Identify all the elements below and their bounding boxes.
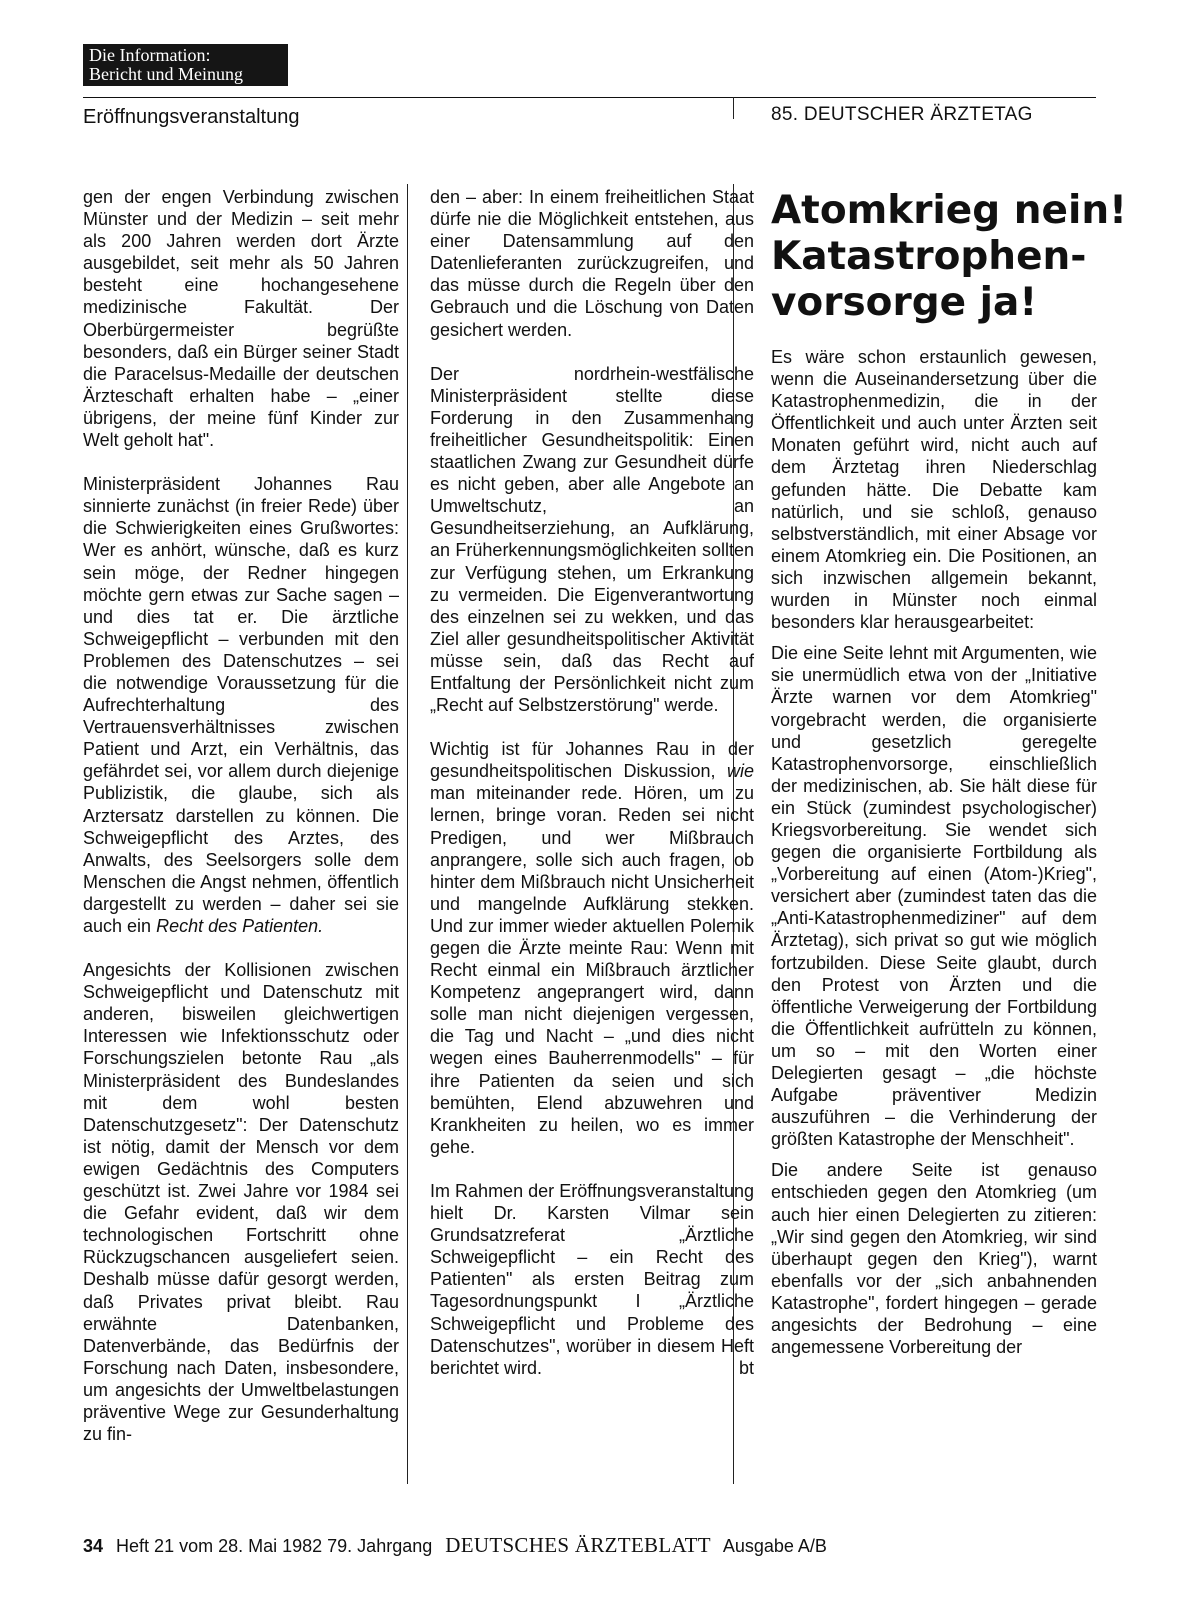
emphasis: Recht des Patienten. <box>156 916 324 936</box>
emphasis: wie <box>726 761 754 782</box>
page-footer <box>83 1533 827 1558</box>
paragraph: gen der engen Verbindung zwischen Münster und der Medizin – seit mehr als 200 Jahren werden dort Ärzte ausgebildet, seit mehr als 50 Jahren besteht eine hochangesehene medizinische Fakultät. Der Oberbürgermeister begrüßte besonders, daß ein Bürger seiner Stadt die Paracelsus-Medaille der deutschen Ärzteschaft erhalten habe – „einer übrigens, der meine fünf Kinder zur Welt geholt hat". <box>83 187 399 451</box>
rubric-line-2: Bericht und Meinung <box>89 64 243 84</box>
paragraph: den – aber: In einem freiheitlichen Staat dürfe nie die Möglichkeit entstehen, aus einer Datensammlung auf den Datenlieferanten zurückzugreifen, und das müsse durch die Regeln über den Gebrauch und die Löschung von Daten gesichert werden. <box>430 187 754 340</box>
headline-line: vorsorge ja! <box>771 280 1038 325</box>
rubric-line-1: Die Information: <box>89 45 211 65</box>
event-title: 85. DEUTSCHER ÄRZTETAG <box>771 104 1033 125</box>
rubric-badge <box>83 44 288 86</box>
page-number: 34 <box>83 1536 104 1556</box>
paragraph: Der nordrhein-westfälische Ministerpräsident stellte diese Forderung in den Zusammenhang freiheitlicher Gesundheitspolitik: Einen staatlichen Zwang zur Gesundheit dürfe es nicht geben, aber alle Angebote an Umweltschutz, an Gesundheitserziehung, an Aufklärung, an Früherkennungsmöglichkeiten sollten zur Verfügung stehen, um Erkrankung zu vermeiden. Die Eigenverantwortung des einzelnen sei zu wekken, und das Ziel aller gesundheitspolitischer Aktivität müsse sein, daß das Recht auf Entfaltung der Persönlichkeit nicht zum „Recht auf Selbstzerstörung" werde. <box>430 363 754 716</box>
headline-line: Katastrophen- <box>771 234 1087 279</box>
author-sign: bt <box>738 1357 754 1378</box>
paragraph: Angesichts der Kollisionen zwischen Schweigepflicht und Datenschutz mit anderen, bisweilen gleichwertigen Interessen wie Infektionsschutz oder Forschungszielen betonte Rau „als Ministerpräsident des Bundeslandes mit dem wohl besten Datenschutzgesetz": Der Datenschutz ist nötig, damit der Mensch vor dem ewigen Gedächtnis des Computers geschützt ist. Zwei Jahre vor 1984 sei die Gefahr evident, daß wir dem technologischen Fortschritt ohne Rückzugschancen ausgeliefert seien. Deshalb müsse dafür gesorgt werden, daß Privates privat bleibt. Rau erwähnte Datenbanken, Datenverbände, das Bedürfnis der Forschung nach Daten, insbesondere, um angesichts der Umweltbelastungen präventive Wege zur Gesunderhaltung zu fin- <box>83 960 399 1445</box>
edition-info: Ausgabe A/B <box>722 1536 827 1556</box>
column-divider-1 <box>407 184 408 1484</box>
paragraph: Ministerpräsident Johannes Rau sinnierte zunächst (in freier Rede) über die Schwierigkeiten eines Grußwortes: Wer es anhört, wünsche, daß es kurz sein möge, der Redner hingegen möchte gern etwas zur Sache sagen – und dies tat er. Die ärztliche Schweigepflicht – verbunden mit den Problemen des Datenschutzes – sei die notwendige Voraussetzung für die Aufrechterhaltung des Vertrauensverhältnisses zwischen Patient und Arzt, ein Verhältnis, das gefährdet sei, vor allem durch diejenige Publizistik, die glaube, sich als Arztersatz darstellen zu können. Die Schweigepflicht des Arztes, des Anwalts, des Seelsorgers solle dem Menschen die Angst nehmen, öffentlich dargestellt zu werden – daher sei sie auch ein Recht des Patienten. <box>83 474 399 936</box>
header-divider <box>733 97 734 119</box>
publication-name: DEUTSCHES ÄRZTEBLATT <box>445 1533 711 1557</box>
headline-line: Atomkrieg nein! <box>771 188 1127 233</box>
article-column-1 <box>83 186 399 1467</box>
issue-info: Heft 21 vom 28. Mai 1982 79. Jahrgang <box>116 1536 433 1556</box>
paragraph: Die andere Seite ist genauso entschieden gegen den Atomkrieg (um auch hier einen Delegierten zu zitieren: „Wir sind gegen den Atomkrieg, wir sind überhaupt gegen den Krieg"), warnt ebenfalls vor der „sich anbahnenden Katastrophe", fordert hingegen – gerade angesichts der Bedrohung – eine angemessene Vorbereitung der <box>771 1160 1097 1358</box>
paragraph: Wichtig ist für Johannes Rau in der gesundheitspolitischen Diskussion, wie man miteinander rede. Hören, um zu lernen, bringe voran. Reden sei nicht Predigen, und wer Mißbrauch anprangere, solle sich auch fragen, ob hinter dem Mißbrauch nicht Unsicherheit und mangelnde Aufklärung stekken. Und zur immer wieder aktuellen Polemik gegen die Ärzte meinte Rau: Wenn mit Recht einmal ein Mißbrauch ärztlicher Kompetenz angeprangert wird, dann solle man nicht diejenigen vergessen, die Tag und Nacht – „und dies nicht wegen eines Bauherrenmodells" – für ihre Patienten da seien und sich bemühten, Elend abzuwehren und Krankheiten zu heilen, wo es immer gehe. <box>430 739 754 1157</box>
article-column-3 <box>771 346 1097 1367</box>
article-headline <box>771 188 1127 326</box>
paragraph: Es wäre schon erstaunlich gewesen, wenn die Auseinandersetzung über die Katastrophenmedizin, die in der Öffentlichkeit und auch unter Ärzten seit Monaten geführt wird, nicht auch auf dem Ärztetag ihren Niederschlag gefunden hätte. Die Debatte kam natürlich, und sie schloß, genauso selbstverständlich, mit einer Absage vor einem Atomkrieg ein. Die Positionen, an sich inzwischen allgemein bekannt, wurden in Münster noch einmal besonders klar herausgearbeitet: <box>771 347 1097 633</box>
article-column-2 <box>430 186 754 1401</box>
paragraph: Die eine Seite lehnt mit Argumenten, wie sie unermüdlich etwa von der „Initiative Ärzte warnen vor dem Atomkrieg" vorgebracht werden, die organisierte und gesetzlich geregelte Katastrophenvorsorge, einschließlich der medizinischen, ab. Sie hält diese für ein Stück (zumindest psychologischer) Kriegsvorbereitung. Sie wendet sich gegen die organisierte Fortbildung als „Vorbereitung auf einen (Atom-)Krieg", versichert aber (zumindest taten das die „Anti-Katastrophenmediziner" auf dem Ärztetag), sich privat so gut wie möglich fortzubilden. Diese Seite glaubt, durch den Protest von Ärzten und die öffentliche Verweigerung der Fortbildung die Öffentlichkeit aufrütteln zu können, um so – mit den Worten einer Delegierten gesagt – „die höchste Aufgabe präventiver Medizin auszuführen – die Verhinderung der größten Katastrophe der Menschheit". <box>771 643 1097 1150</box>
section-title: Eröffnungsveranstaltung <box>83 106 300 128</box>
paragraph: Im Rahmen der Eröffnungsveranstaltung hielt Dr. Karsten Vilmar sein Grundsatzreferat „Ärztliche Schweigepflicht – ein Recht des Patienten" als ersten Beitrag zum Tagesordnungspunkt I „Ärztliche Schweigepflicht und Probleme des Datenschutzes", worüber in diesem Heft berichtet wird. bt <box>430 1180 754 1378</box>
header-rule <box>83 97 1096 98</box>
